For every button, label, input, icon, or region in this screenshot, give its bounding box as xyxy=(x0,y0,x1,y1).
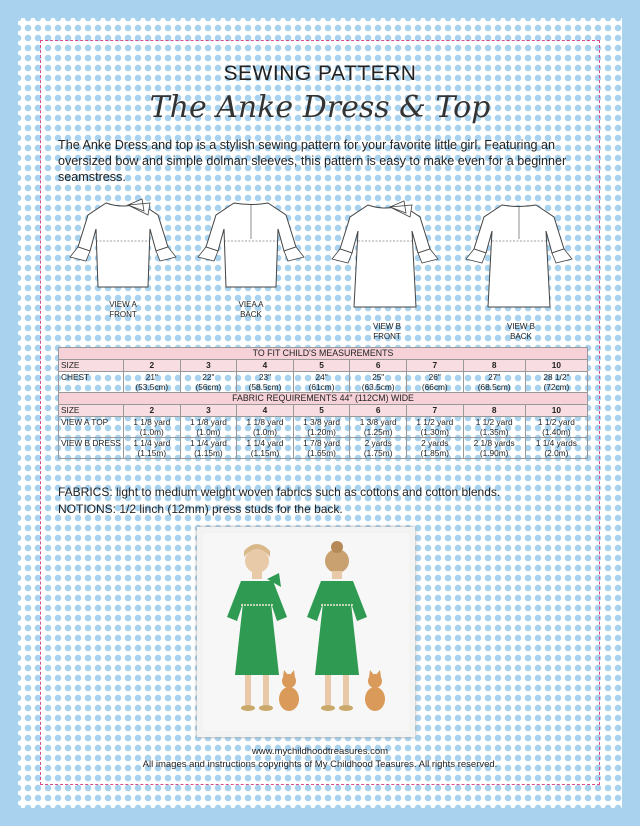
yardage: 1 3/8 yard xyxy=(359,417,397,427)
table-row xyxy=(59,438,588,459)
view-a-label: VIEW A TOP xyxy=(59,417,124,438)
view-b-front-caption xyxy=(352,322,422,342)
chest-cm: (63.5cm) xyxy=(361,382,395,392)
yardage-cell xyxy=(525,417,587,438)
chest-cell xyxy=(180,372,237,393)
size-cell: 8 xyxy=(463,360,525,372)
size-label: SIZE xyxy=(59,360,124,372)
view-b-front-sketch xyxy=(320,195,450,320)
size-cell: 10 xyxy=(525,405,587,417)
chest-in: 21" xyxy=(145,372,158,382)
size-cell: 8 xyxy=(463,405,525,417)
size-cell: 5 xyxy=(293,405,350,417)
chest-in: 22" xyxy=(202,372,215,382)
yardage: 1 7/8 yard xyxy=(303,438,341,448)
view-a-front-sketch xyxy=(58,195,188,305)
table-row xyxy=(59,417,588,438)
meters: (1.75m) xyxy=(363,448,393,458)
yardage: 1 1/4 yard xyxy=(246,438,284,448)
view-a-back-sketch xyxy=(186,195,316,305)
yardage: 2 yards xyxy=(421,438,449,448)
yardage-cell xyxy=(293,438,350,459)
chest-cell xyxy=(124,372,181,393)
yardage-cell xyxy=(180,438,237,459)
size-label: SIZE xyxy=(59,405,124,417)
view-b-back-caption xyxy=(486,322,556,342)
meters: (1.0m) xyxy=(196,427,221,437)
yardage: 1 1/4 yard xyxy=(189,438,227,448)
caption-line1: VIEA A xyxy=(238,300,264,309)
meters: (1.20m) xyxy=(307,427,336,437)
size-cell: 4 xyxy=(237,360,294,372)
yardage: 1 1/2 yard xyxy=(537,417,575,427)
yardage-cell xyxy=(237,417,294,438)
yardage-cell xyxy=(406,438,463,459)
intro-text: The Anke Dress and top is a stylish sewing pattern for your favorite little girl. Featuring an oversized bow and simple dolman sleeves, this pattern is easy to make even for a beginner seamstress. xyxy=(58,138,567,184)
yardage: 1 1/2 yard xyxy=(416,417,454,427)
yardage-cell xyxy=(237,438,294,459)
meters: (1.85m) xyxy=(420,448,450,458)
model-photo xyxy=(197,527,415,737)
caption-line2: FRONT xyxy=(109,310,137,319)
chest-in: 28 1/2" xyxy=(543,372,570,382)
yardage: 2 yards xyxy=(364,438,392,448)
yardage: 1 1/8 yard xyxy=(133,417,171,427)
chest-in: 23" xyxy=(258,372,272,382)
caption-line1: VIEW B xyxy=(372,322,401,331)
yardage: 2 1/8 yards xyxy=(473,438,515,448)
yardage-cell xyxy=(463,438,525,459)
meters: (1.40m) xyxy=(542,427,571,437)
chest-cell xyxy=(237,372,294,393)
yardage-cell xyxy=(350,438,407,459)
view-a-front-caption xyxy=(88,300,158,320)
yardage-cell xyxy=(350,417,407,438)
chest-cm: (56cm) xyxy=(195,382,222,392)
chest-cm: (58.5cm) xyxy=(248,382,282,392)
meters: (1.15m) xyxy=(194,448,223,458)
chest-cm: (66cm) xyxy=(421,382,448,392)
table-band-measurements: TO FIT CHILD'S MEASUREMENTS xyxy=(59,348,588,360)
chest-cm: (68.5cm) xyxy=(477,382,511,392)
size-cell: 2 xyxy=(124,360,181,372)
chest-cell xyxy=(525,372,587,393)
caption-line2: BACK xyxy=(240,310,262,319)
meters: (1.30m) xyxy=(420,427,450,437)
chest-in: 27" xyxy=(488,372,501,382)
table-row xyxy=(59,360,588,372)
yardage: 1 3/8 yard xyxy=(303,417,341,427)
chest-cell xyxy=(293,372,350,393)
yardage-cell xyxy=(525,438,587,459)
view-a-back-caption xyxy=(216,300,286,320)
chest-cell xyxy=(463,372,525,393)
size-cell: 7 xyxy=(406,405,463,417)
fabrics-note: FABRICS: light to medium weight woven fabrics such as cottons and cotton blends. xyxy=(58,485,501,499)
chest-label: CHEST xyxy=(59,372,124,393)
notions-note: NOTIONS: 1/2 linch (12mm) press studs for the back. xyxy=(58,502,343,516)
website-url: www.mychildhoodtreasures.com xyxy=(251,746,389,757)
view-b-label: VIEW B DRESS xyxy=(59,438,124,459)
meters: (1.90m) xyxy=(479,448,509,458)
table-row xyxy=(59,372,588,393)
size-chart-table xyxy=(58,347,588,459)
pattern-name: The Anke Dress & Top xyxy=(149,90,491,125)
size-cell: 10 xyxy=(525,360,587,372)
technical-sketches xyxy=(58,195,588,345)
caption-line1: VIEW B xyxy=(506,322,535,331)
chest-cm: (53.5cm) xyxy=(135,382,169,392)
chest-cell xyxy=(406,372,463,393)
yardage: 1 1/2 yard xyxy=(475,417,513,427)
yardage-cell xyxy=(293,417,350,438)
yardage-cell xyxy=(180,417,237,438)
size-cell: 6 xyxy=(350,405,407,417)
meters: (1.0m) xyxy=(139,427,164,437)
yardage-cell xyxy=(124,417,181,438)
meters: (1.15m) xyxy=(137,448,167,458)
yardage-cell xyxy=(463,417,525,438)
chest-cm: (72cm) xyxy=(543,382,570,392)
chest-cm: (61cm) xyxy=(308,382,335,392)
size-cell: 3 xyxy=(180,360,237,372)
meters: (1.25m) xyxy=(363,427,393,437)
chest-cell xyxy=(350,372,407,393)
photo-illustration xyxy=(197,527,415,737)
page-title: SEWING PATTERN xyxy=(223,62,417,85)
size-cell: 6 xyxy=(350,360,407,372)
meters: (1.15m) xyxy=(250,448,280,458)
yardage-cell xyxy=(406,417,463,438)
meters: (2.0m) xyxy=(544,448,569,458)
caption-line2: FRONT xyxy=(373,332,401,341)
size-cell: 4 xyxy=(237,405,294,417)
size-cell: 5 xyxy=(293,360,350,372)
meters: (1.35m) xyxy=(479,427,509,437)
table-row xyxy=(59,405,588,417)
size-cell: 2 xyxy=(124,405,181,417)
yardage: 1 1/8 yard xyxy=(189,417,227,427)
yardage: 1 1/4 yards xyxy=(535,438,577,448)
meters: (1.65m) xyxy=(307,448,336,458)
view-b-back-sketch xyxy=(454,195,584,320)
table-band-fabric: FABRIC REQUIREMENTS 44" (112CM) WIDE xyxy=(59,393,588,405)
caption-line1: VIEW A xyxy=(109,300,137,309)
meters: (1.0m) xyxy=(252,427,277,437)
chest-in: 24" xyxy=(315,372,328,382)
caption-line2: BACK xyxy=(510,332,532,341)
copyright-notice: All images and instructions copyrights of My Childhood Teasures. All rights reserved. xyxy=(142,759,498,770)
yardage: 1 1/4 yard xyxy=(133,438,171,448)
chest-in: 25" xyxy=(372,372,385,382)
size-cell: 7 xyxy=(406,360,463,372)
yardage-cell xyxy=(124,438,181,459)
size-cell: 3 xyxy=(180,405,237,417)
yardage: 1 1/8 yard xyxy=(246,417,284,427)
chest-in: 26" xyxy=(428,372,441,382)
